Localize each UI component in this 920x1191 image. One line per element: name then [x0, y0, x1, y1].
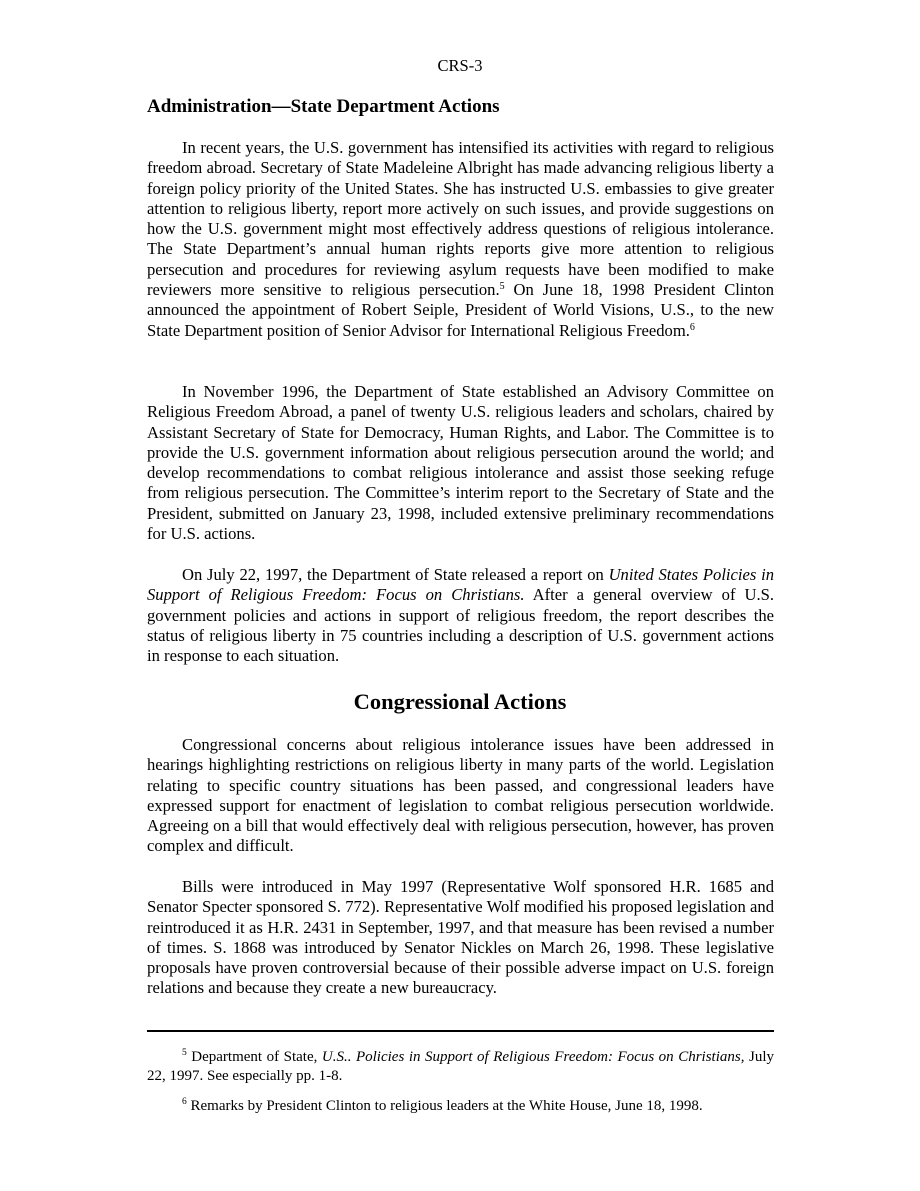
page-number-header: CRS-3: [437, 56, 483, 75]
paragraph-bills-introduced: Bills were introduced in May 1997 (Representative Wolf sponsored H.R. 1685 and Senator Specter sponsored S. 772). Representative Wolf modified his proposed legislation and reintroduced it as H.R. 2431 in September, 1997, and that measure has been revised a number of times. S. 1868 was introduced by Senator Nickles on March 26, 1998. These legislative proposals have proven controversial because of their possible adverse impact on U.S. foreign relations and because they create a new bureaucracy.: [147, 877, 774, 998]
footnote-text: Department of State,: [186, 1049, 322, 1065]
paragraph-text: In recent years, the U.S. government has intensified its activities with regard to religious freedom abroad. Secretary of State Madeleine Albright has made advancing religious liberty a foreign policy priority of the United States. She has instructed U.S. embassies to give greater attention to religious liberty, report more actively on such issues, and provide suggestions on how the U.S. government might most effectively address questions of religious intolerance. The State Department’s annual human rights reports give more attention to religious persecution and procedures for reviewing asylum requests have been modified to make reviewers more sensitive to religious persecution.: [147, 138, 774, 300]
report-title-italic: United States Policies in Support of Religious Freedom: Focus on Christians.: [147, 565, 774, 605]
paragraph-state-department-1: [147, 138, 774, 341]
section-heading-congressional-actions: Congressional Actions: [353, 689, 567, 714]
footnote-5: [147, 1048, 774, 1086]
footnote-text: Remarks by President Clinton to religious leaders at the White House, June 18, 1998.: [186, 1098, 703, 1114]
footnote-6: [147, 1097, 774, 1116]
paragraph-text: After a general overview of U.S. government policies and actions in support of religious freedom, the report describes the status of religious liberty in 75 countries including a description of U.S. government actions in response to each situation.: [147, 585, 774, 666]
paragraph-advisory-committee: In November 1996, the Department of State established an Advisory Committee on Religious Freedom Abroad, a panel of twenty U.S. religious leaders and scholars, chaired by Assistant Secretary of State for Democracy, Human Rights, and Labor. The Committee is to provide the U.S. government information about religious persecution around the world; and develop recommendations to combat religious intolerance and assist those seeking refuge from religious persecution. The Committee’s interim report to the Secretary of State and the President, submitted on January 23, 1998, included extensive preliminary recommendations for U.S. actions.: [147, 382, 774, 544]
footnote-text: July 22, 1997. See especially pp. 1-8.: [147, 1049, 774, 1084]
paragraph-text: On June 18, 1998 President Clinton announced the appointment of Robert Seiple, President of World Visions, U.S., to the new State Department position of Senior Advisor for International Religious Freedom.: [147, 280, 774, 340]
footnote-mark-5: 5: [182, 1048, 187, 1058]
paragraph-congressional-concerns: Congressional concerns about religious intolerance issues have been addressed in hearings highlighting restrictions on religious liberty in many parts of the world. Legislation relating to specific country situations has been passed, and congressional leaders have expressed support for enactment of legislation to combat religious persecution worldwide. Agreeing on a bill that would effectively deal with religious persecution, however, has proven complex and difficult.: [147, 735, 774, 856]
footnote-italic-title: U.S.. Policies in Support of Religious Freedom: Focus on Christians,: [321, 1049, 745, 1065]
footnote-ref-6[interactable]: 6: [689, 321, 695, 333]
footnote-mark-6: 6: [182, 1097, 187, 1107]
footnote-divider: [147, 1030, 774, 1032]
footnote-ref-5[interactable]: 5: [499, 281, 505, 293]
paragraph-text: On July 22, 1997, the Department of State released a report on: [182, 565, 609, 584]
section-heading-state-department: Administration—State Department Actions: [147, 96, 500, 117]
paragraph-report-july-1997: [147, 565, 774, 666]
